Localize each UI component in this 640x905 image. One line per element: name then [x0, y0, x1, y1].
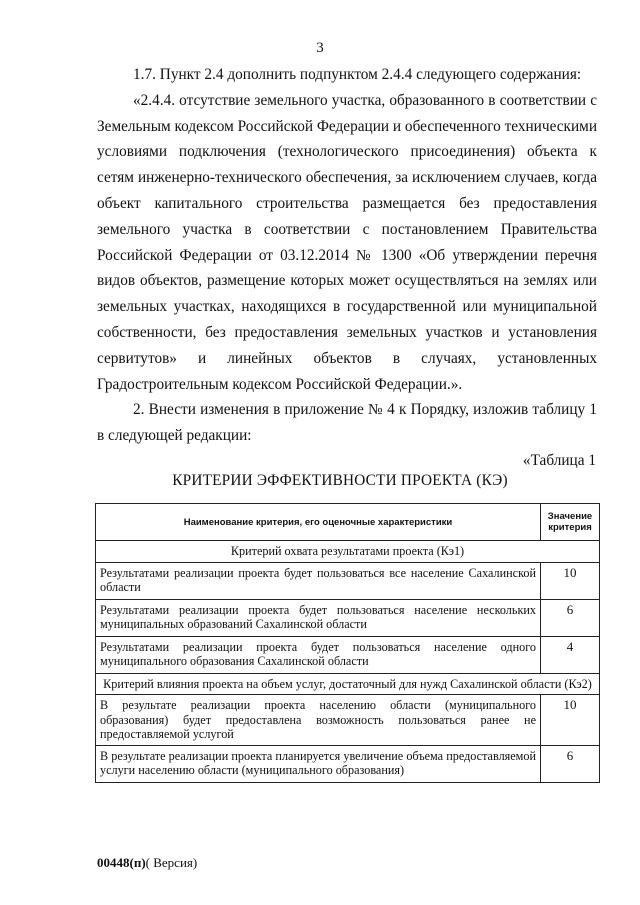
- header-criterion-name: Наименование критерия, его оценочные характеристики: [96, 504, 541, 541]
- paragraph-3: 2. Внести изменения в приложение № 4 к Порядку, изложив таблицу 1 в следующей редакции:: [97, 401, 597, 445]
- group-label-coverage: Критерий охвата результатами проекта (Кэ1): [96, 541, 600, 563]
- document-version: ( Версия): [145, 855, 198, 870]
- table-title: КРИТЕРИИ ЭФФЕКТИВНОСТИ ПРОЕКТА (КЭ): [172, 472, 508, 489]
- criterion-text: В результате реализации проекта населению области (муниципального образования) будет предоставлена возможность пользоваться ранее не предоставляемой услугой: [96, 695, 541, 746]
- criterion-text: Результатами реализации проекта будет пользоваться все население Сахалинской области: [96, 562, 541, 599]
- table-row: [96, 745, 600, 782]
- document-code: 00448(п): [97, 855, 146, 870]
- table-row: [96, 562, 600, 599]
- group-label-services: Критерий влияния проекта на объем услуг, достаточный для нужд Сахалинской области (Кэ2): [96, 673, 600, 695]
- criteria-table: [95, 503, 600, 783]
- body-text: [97, 62, 597, 449]
- table-group-row: [96, 541, 600, 563]
- paragraph-1: 1.7. Пункт 2.4 дополнить подпунктом 2.4.4 следующего содержания:: [133, 66, 582, 83]
- table-group-row: [96, 673, 600, 695]
- criterion-text: В результате реализации проекта планируется увеличение объема предоставляемой услуги населению области (муниципального образования): [96, 745, 541, 782]
- page-number: 3: [316, 40, 324, 56]
- table-row: [96, 599, 600, 636]
- criterion-text: Результатами реализации проекта будет пользоваться население нескольких муниципальных образований Сахалинской области: [96, 599, 541, 636]
- table-caption: «Таблица 1: [522, 452, 596, 469]
- criterion-value: 6: [541, 599, 600, 636]
- document-footer: [97, 855, 197, 871]
- table-row: [96, 695, 600, 746]
- table-header-row: [96, 504, 600, 541]
- criterion-value: 4: [541, 636, 600, 673]
- criterion-value: 10: [541, 695, 600, 746]
- criterion-value: 6: [541, 745, 600, 782]
- criterion-text: Результатами реализации проекта будет пользоваться население одного муниципального образования Сахалинской области: [96, 636, 541, 673]
- table-row: [96, 636, 600, 673]
- paragraph-2: «2.4.4. отсутствие земельного участка, образованного в соответствии с Земельным кодексом Российской Федерации и обеспеченного техническими условиями подключения (технологического присоединения) объекта к сетям инженерно-технического обеспечения, за исключением случаев, когда объект капитального строительства размещается без предоставления земельного участка в соответствии с постановлением Правительства Российской Федерации от 03.12.2014 № 1300 «Об утверждении перечня видов объектов, размещение которых может осуществляться на землях или земельных участках, находящихся в государственной или муниципальной собственности, без предоставления земельных участков и установления сервитутов» и линейных объектов в случаях, установленных Градостроительным кодексом Российской Федерации.».: [97, 91, 598, 393]
- criterion-value: 10: [541, 562, 600, 599]
- header-criterion-value: Значение критерия: [541, 504, 600, 541]
